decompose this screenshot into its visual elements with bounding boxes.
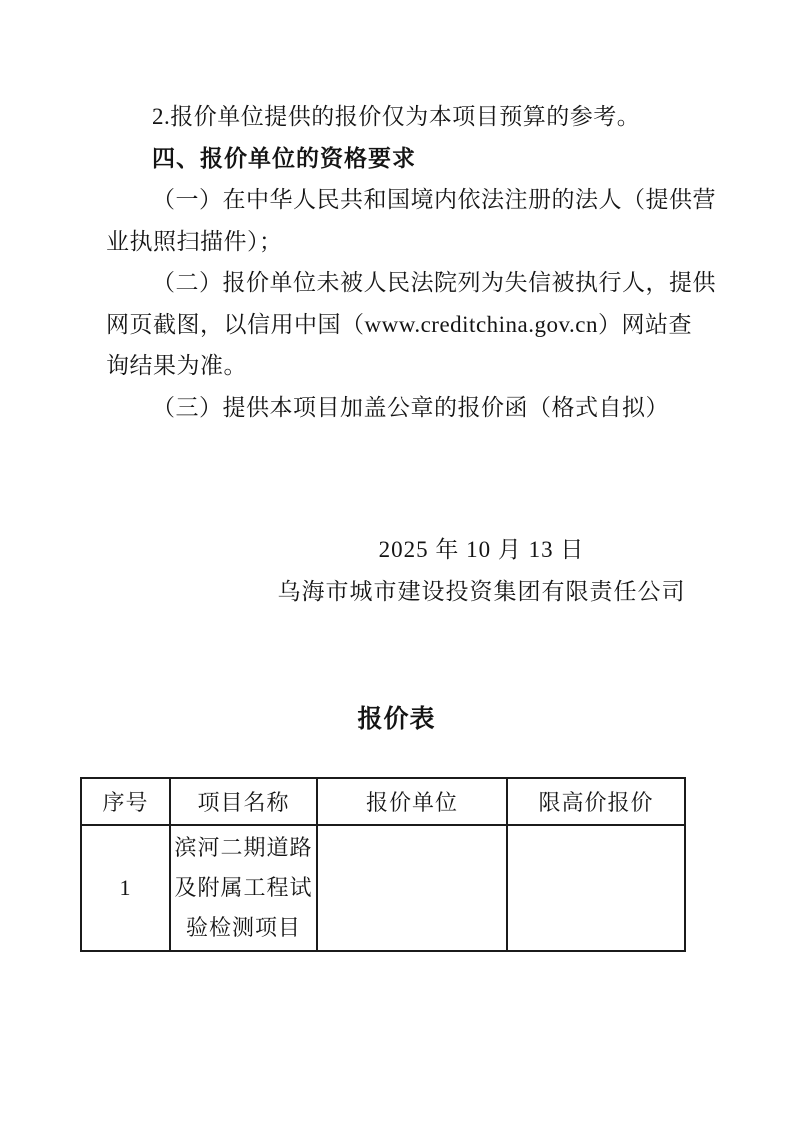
signature-date: 2025 年 10 月 13 日 — [378, 537, 585, 562]
qualification-item-2-line-2: 网页截图，以信用中国（www.creditchina.gov.cn）网站查 — [106, 311, 692, 337]
qualification-item-1-line-1: （一）在中华人民共和国境内依法注册的法人（提供营 — [152, 187, 716, 212]
signature-company: 乌海市城市建设投资集团有限责任公司 — [277, 578, 686, 604]
project-name-line-3: 验检测项目 — [185, 915, 301, 940]
paragraph-note-2: 2.报价单位提供的报价仅为本项目预算的参考。 — [152, 104, 641, 129]
table-row — [81, 825, 685, 951]
project-name-line-1: 滨河二期道路 — [174, 835, 313, 860]
cell-max-price — [507, 825, 685, 951]
quote-table-title: 报价表 — [357, 705, 436, 733]
qualification-item-2-line-1: （二）报价单位未被人民法院列为失信被执行人，提供 — [152, 270, 716, 295]
section-heading-qualifications: 四、报价单位的资格要求 — [152, 144, 416, 171]
header-cell-seq: 序号 — [81, 778, 170, 825]
quote-table-body — [81, 825, 685, 951]
document-body — [106, 96, 723, 428]
cell-project-name — [170, 825, 317, 951]
header-cell-max-price: 限高价报价 — [507, 778, 685, 825]
cell-seq: 1 — [81, 825, 170, 951]
project-name-line-2: 及附属工程试 — [174, 875, 313, 900]
header-cell-project-name: 项目名称 — [170, 778, 317, 825]
cell-quote-unit — [317, 825, 507, 951]
signature-block — [0, 529, 793, 612]
quote-table — [80, 777, 686, 952]
header-cell-quote-unit: 报价单位 — [317, 778, 507, 825]
table-header-row — [81, 778, 685, 825]
qualification-item-2-line-3: 询结果为准。 — [106, 353, 247, 378]
qualification-item-3: （三）提供本项目加盖公章的报价函（格式自拟） — [152, 394, 669, 420]
quote-table-header — [81, 778, 685, 825]
qualification-item-1-line-2: 业执照扫描件）； — [106, 228, 283, 254]
